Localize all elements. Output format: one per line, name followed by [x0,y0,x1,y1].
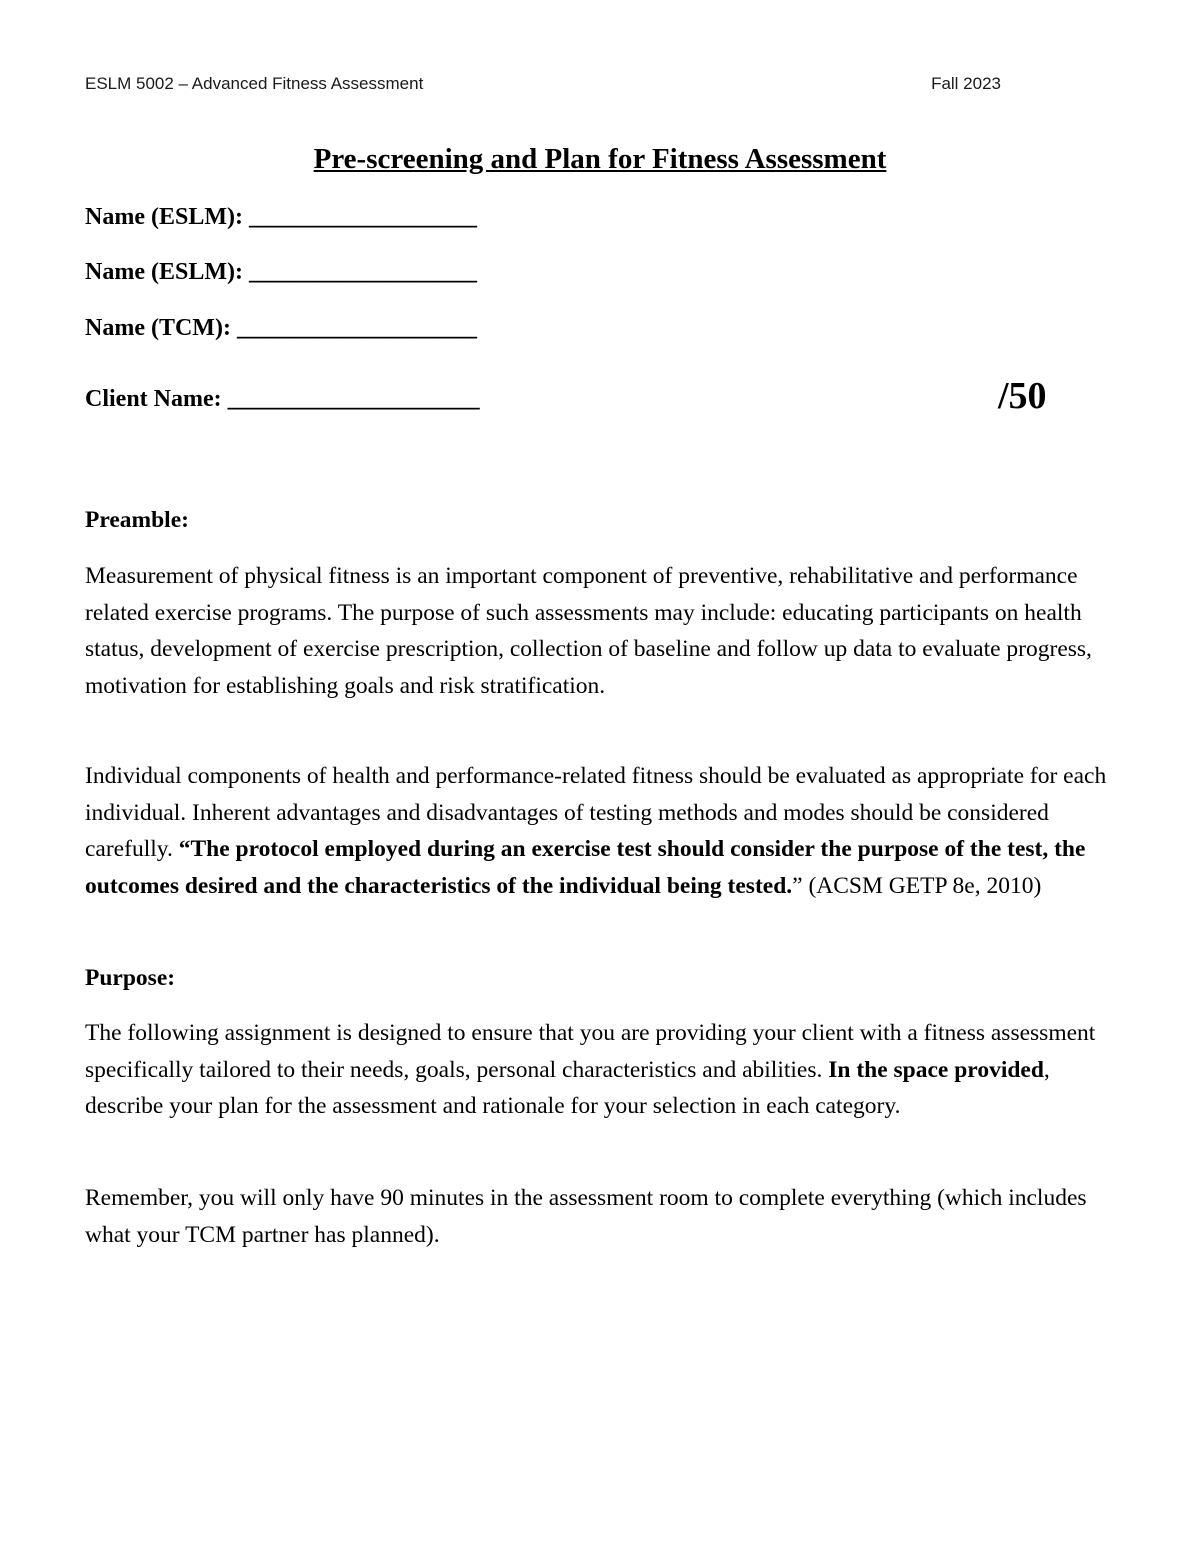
preamble-paragraph-1 [85,558,1125,704]
name-eslm-field-2: Name (ESLM): ___________________ [85,259,477,285]
preamble-p2-end: ” (ACSM GETP 8e, 2010) [792,872,1042,899]
preamble-paragraph-1-text: Measurement of physical fitness is an important component of preventive, rehabilitative and performance related exercise programs. The purpose of such assessments may include: educating participants on health status, development of exercise prescription, collection of baseline and follow up data to evaluate progress, motivation for establishing goals and risk stratification. [85,563,1092,699]
purpose-heading [85,960,1125,997]
purpose-paragraph-2 [85,1180,1125,1253]
purpose-paragraph-1-text [85,1015,1125,1125]
page-title: Pre-screening and Plan for Fitness Assessment [313,143,887,175]
course-header: ESLM 5002 – Advanced Fitness Assessment [85,74,424,93]
purpose-p1-start: The following assignment is designed to ensure that you are providing your client with a fitness assessment specifically tailored to their needs, goals, personal characteristics and abilities. [85,1020,1096,1083]
purpose-p1-end: , describe your plan for the assessment and rationale for your selection in each category. [85,1056,1050,1119]
client-name-field: Client Name: _____________________ [85,386,480,412]
term-header: Fall 2023 [931,74,1001,93]
score-total: /50 [998,375,1047,417]
preamble-p2-quote: “The protocol employed during an exercise test should consider the purpose of the test, the outcomes desired and the characteristics of the individual being tested. [85,836,1086,899]
purpose-paragraph-1 [85,1015,1125,1125]
preamble-paragraph-2-text [85,758,1125,904]
preamble-heading [85,502,1125,539]
purpose-p1-bold: In the space provided [828,1056,1044,1083]
purpose-heading-text: Purpose: [85,965,176,991]
preamble-heading-text: Preamble: [85,507,189,533]
name-eslm-field-1: Name (ESLM): ___________________ [85,204,477,230]
purpose-paragraph-2-text: Remember, you will only have 90 minutes in the assessment room to complete everything (which includes what your TCM partner has planned). [85,1185,1087,1248]
preamble-paragraph-2 [85,758,1125,904]
name-tcm-field: Name (TCM): ____________________ [85,315,477,341]
preamble-p2-start: Individual components of health and performance-related fitness should be evaluated as appropriate for each individual. Inherent advantages and disadvantages of testing methods and modes should be considered carefully. [85,763,1107,862]
